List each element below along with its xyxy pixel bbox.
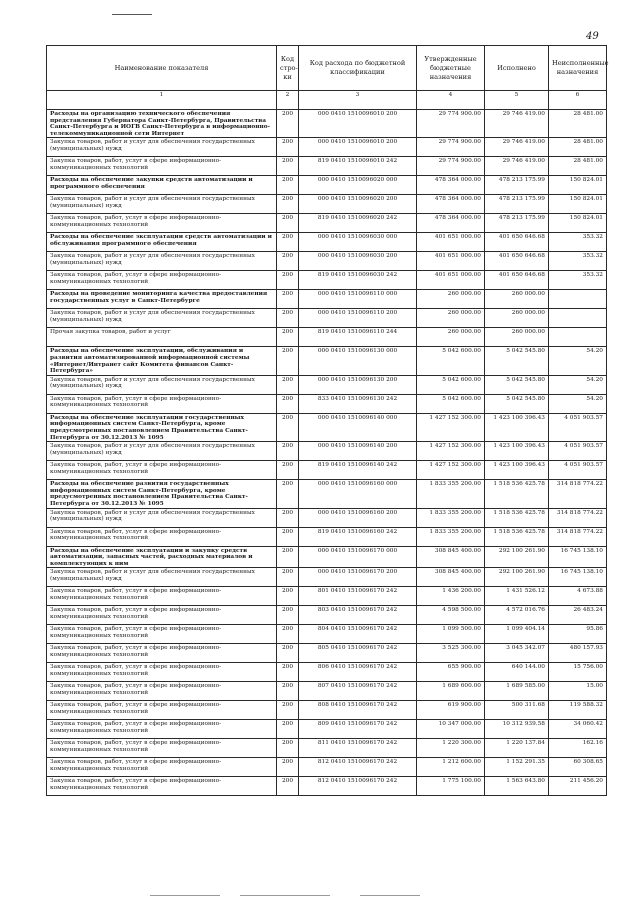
row-approved: 1 220 300.00 <box>417 739 485 758</box>
table-row <box>47 233 607 252</box>
row-name: Закупка товаров, работ и услуг для обеспечения государственных (муниципальных) нужд <box>47 138 277 157</box>
row-executed: 401 650 646.68 <box>485 252 549 271</box>
row-name: Расходы на обеспечение эксплуатации государственных информационных систем Санкт-Петербурга, кроме предусмотренных постановлением Правительства Санкт-Петербурга от 30.12.2013 № 1095 <box>47 413 277 441</box>
row-unexecuted: 4 051 903.57 <box>549 413 607 441</box>
row-line-code: 200 <box>277 546 299 568</box>
table-row <box>47 527 607 546</box>
row-budget-code: 000 0410 1510096160 200 <box>299 508 417 527</box>
row-name: Закупка товаров, работ, услуг в сфере информационно-коммуникационных технологий <box>47 214 277 233</box>
scan-artifact <box>240 895 330 896</box>
table-row <box>47 587 607 606</box>
row-budget-code: 807 0410 1510096170 242 <box>299 682 417 701</box>
row-executed: 5 042 545.80 <box>485 347 549 375</box>
row-line-code: 200 <box>277 739 299 758</box>
table-row <box>47 214 607 233</box>
row-unexecuted: 480 157.93 <box>549 644 607 663</box>
row-line-code: 200 <box>277 195 299 214</box>
row-unexecuted: 314 818 774.22 <box>549 527 607 546</box>
table-row <box>47 347 607 375</box>
row-approved: 5 042 600.00 <box>417 375 485 394</box>
row-approved: 1 212 600.00 <box>417 758 485 777</box>
row-budget-code: 000 0410 1510096030 000 <box>299 233 417 252</box>
row-budget-code: 803 0410 1510096170 242 <box>299 606 417 625</box>
row-unexecuted: 150 824.01 <box>549 214 607 233</box>
row-approved: 29 774 900.00 <box>417 110 485 138</box>
budget-execution-table <box>46 45 607 796</box>
row-line-code: 200 <box>277 568 299 587</box>
row-approved: 478 364 000.00 <box>417 195 485 214</box>
row-approved: 401 651 000.00 <box>417 252 485 271</box>
row-unexecuted <box>549 309 607 328</box>
row-executed: 29 746 419.00 <box>485 110 549 138</box>
row-approved: 1 833 355 200.00 <box>417 527 485 546</box>
table-row <box>47 663 607 682</box>
row-name: Закупка товаров, работ и услуг для обеспечения государственных (муниципальных) нужд <box>47 309 277 328</box>
row-budget-code: 000 0410 1510096020 000 <box>299 176 417 195</box>
row-line-code: 200 <box>277 701 299 720</box>
row-line-code: 200 <box>277 777 299 796</box>
row-unexecuted: 150 824.01 <box>549 195 607 214</box>
row-name: Закупка товаров, работ, услуг в сфере информационно-коммуникационных технологий <box>47 394 277 413</box>
row-line-code: 200 <box>277 271 299 290</box>
header-code: Код стро- ки <box>277 46 299 91</box>
row-name: Закупка товаров, работ и услуг для обеспечения государственных (муниципальных) нужд <box>47 195 277 214</box>
row-budget-code: 000 0410 1510096140 200 <box>299 442 417 461</box>
row-executed: 478 213 175.99 <box>485 195 549 214</box>
row-budget-code: 000 0410 1510096030 200 <box>299 252 417 271</box>
row-approved: 29 774 900.00 <box>417 138 485 157</box>
row-unexecuted: 314 818 774.22 <box>549 508 607 527</box>
row-unexecuted: 54.20 <box>549 394 607 413</box>
row-approved: 5 042 600.00 <box>417 394 485 413</box>
row-approved: 4 598 500.00 <box>417 606 485 625</box>
row-name: Закупка товаров, работ, услуг в сфере информационно-коммуникационных технологий <box>47 682 277 701</box>
row-name: Закупка товаров, работ, услуг в сфере информационно-коммуникационных технологий <box>47 461 277 480</box>
row-executed: 478 213 175.99 <box>485 176 549 195</box>
row-line-code: 200 <box>277 682 299 701</box>
row-budget-code: 811 0410 1510096170 242 <box>299 739 417 758</box>
row-unexecuted: 28 481.00 <box>549 138 607 157</box>
row-line-code: 200 <box>277 110 299 138</box>
row-name: Расходы на проведение мониторинга качества предоставления государственных услуг в Санкт-Петербурге <box>47 290 277 309</box>
row-unexecuted: 119 588.32 <box>549 701 607 720</box>
row-approved: 260 000.00 <box>417 309 485 328</box>
table-row <box>47 758 607 777</box>
row-line-code: 200 <box>277 138 299 157</box>
row-unexecuted <box>549 290 607 309</box>
row-approved: 1 689 600.00 <box>417 682 485 701</box>
row-unexecuted: 16 745 138.10 <box>549 546 607 568</box>
row-approved: 1 833 355 200.00 <box>417 508 485 527</box>
table-row <box>47 290 607 309</box>
row-executed: 1 423 100 396.43 <box>485 442 549 461</box>
row-unexecuted: 162.16 <box>549 739 607 758</box>
header-budget-code: Код расхода по бюджетной классификации <box>299 46 417 91</box>
row-budget-code: 819 0410 1510096140 242 <box>299 461 417 480</box>
row-executed: 5 042 545.80 <box>485 375 549 394</box>
row-approved: 1 427 152 300.00 <box>417 413 485 441</box>
row-budget-code: 819 0410 1510096020 242 <box>299 214 417 233</box>
row-name: Закупка товаров, работ, услуг в сфере информационно-коммуникационных технологий <box>47 527 277 546</box>
row-executed: 29 746 419.00 <box>485 157 549 176</box>
row-budget-code: 819 0410 1510096160 242 <box>299 527 417 546</box>
row-budget-code: 819 0410 1510096110 244 <box>299 328 417 347</box>
row-name: Расходы на обеспечение эксплуатации, обслуживания и развития автоматизированной информационной системы «Интернет/Интранет сайт Комитета финансов Санкт-Петербурга» <box>47 347 277 375</box>
table-row <box>47 157 607 176</box>
row-approved: 29 774 900.00 <box>417 157 485 176</box>
row-executed: 401 650 646.68 <box>485 271 549 290</box>
table-row <box>47 309 607 328</box>
row-approved: 401 651 000.00 <box>417 271 485 290</box>
row-name: Закупка товаров, работ, услуг в сфере информационно-коммуникационных технологий <box>47 271 277 290</box>
row-unexecuted: 28 481.00 <box>549 110 607 138</box>
row-approved: 260 000.00 <box>417 328 485 347</box>
row-line-code: 200 <box>277 587 299 606</box>
row-executed: 292 100 261.90 <box>485 546 549 568</box>
row-executed: 1 563 643.80 <box>485 777 549 796</box>
row-executed: 292 100 261.90 <box>485 568 549 587</box>
row-budget-code: 000 0410 1510096130 200 <box>299 375 417 394</box>
table-row <box>47 375 607 394</box>
row-line-code: 200 <box>277 290 299 309</box>
row-unexecuted: 353.32 <box>549 252 607 271</box>
row-name: Закупка товаров, работ, услуг в сфере информационно-коммуникационных технологий <box>47 587 277 606</box>
row-name: Расходы на обеспечение развития государственных информационных систем Санкт-Петербурга, кроме предусмотренных постановлением Правительства Санкт-Петербурга от 30.12.2013 № 1095 <box>47 480 277 508</box>
row-approved: 1 427 152 300.00 <box>417 442 485 461</box>
row-approved: 655 900.00 <box>417 663 485 682</box>
row-line-code: 200 <box>277 394 299 413</box>
row-line-code: 200 <box>277 328 299 347</box>
row-unexecuted <box>549 328 607 347</box>
row-approved: 1 427 152 300.00 <box>417 461 485 480</box>
row-approved: 1 099 500.00 <box>417 625 485 644</box>
row-line-code: 200 <box>277 347 299 375</box>
table-row <box>47 568 607 587</box>
row-executed: 260 000.00 <box>485 328 549 347</box>
header-executed: Исполнено <box>485 46 549 91</box>
row-executed: 10 312 939.58 <box>485 720 549 739</box>
row-approved: 401 651 000.00 <box>417 233 485 252</box>
table-body <box>47 110 607 796</box>
row-name: Закупка товаров, работ и услуг для обеспечения государственных (муниципальных) нужд <box>47 508 277 527</box>
table-row <box>47 176 607 195</box>
row-budget-code: 819 0410 1510096010 242 <box>299 157 417 176</box>
header-row <box>47 46 607 91</box>
row-executed: 1 518 536 425.78 <box>485 508 549 527</box>
table-row <box>47 442 607 461</box>
row-executed: 260 000.00 <box>485 309 549 328</box>
row-unexecuted: 15.00 <box>549 682 607 701</box>
row-budget-code: 801 0410 1510096170 242 <box>299 587 417 606</box>
row-approved: 260 000.00 <box>417 290 485 309</box>
table-row <box>47 739 607 758</box>
row-line-code: 200 <box>277 663 299 682</box>
row-executed: 1 431 526.12 <box>485 587 549 606</box>
row-line-code: 200 <box>277 413 299 441</box>
row-executed: 5 042 545.80 <box>485 394 549 413</box>
row-unexecuted: 353.32 <box>549 271 607 290</box>
row-approved: 10 347 000.00 <box>417 720 485 739</box>
row-budget-code: 000 0410 1510096170 200 <box>299 568 417 587</box>
row-line-code: 200 <box>277 252 299 271</box>
row-executed: 1 423 100 396.43 <box>485 461 549 480</box>
header-unexecuted: Неисполненные назначения <box>549 46 607 91</box>
row-budget-code: 805 0410 1510096170 242 <box>299 644 417 663</box>
row-budget-code: 000 0410 1510096010 200 <box>299 110 417 138</box>
row-line-code: 200 <box>277 758 299 777</box>
column-number-row <box>47 91 607 110</box>
row-line-code: 200 <box>277 157 299 176</box>
row-approved: 5 042 600.00 <box>417 347 485 375</box>
row-approved: 308 845 400.00 <box>417 568 485 587</box>
row-name: Закупка товаров, работ и услуг для обеспечения государственных (муниципальных) нужд <box>47 442 277 461</box>
row-unexecuted: 15 756.00 <box>549 663 607 682</box>
row-approved: 3 525 300.00 <box>417 644 485 663</box>
column-number: 3 <box>299 91 417 110</box>
row-executed: 1 518 536 425.78 <box>485 480 549 508</box>
table-row <box>47 138 607 157</box>
row-budget-code: 000 0410 1510096020 200 <box>299 195 417 214</box>
row-executed: 1 689 585.00 <box>485 682 549 701</box>
table-row <box>47 394 607 413</box>
row-unexecuted: 26 483.24 <box>549 606 607 625</box>
table-row <box>47 720 607 739</box>
row-name: Закупка товаров, работ, услуг в сфере информационно-коммуникационных технологий <box>47 758 277 777</box>
table-row <box>47 328 607 347</box>
row-name: Закупка товаров, работ, услуг в сфере информационно-коммуникационных технологий <box>47 625 277 644</box>
row-budget-code: 833 0410 1510096130 242 <box>299 394 417 413</box>
row-unexecuted: 54.20 <box>549 375 607 394</box>
row-line-code: 200 <box>277 720 299 739</box>
row-budget-code: 000 0410 1510096010 200 <box>299 138 417 157</box>
row-executed: 260 000.00 <box>485 290 549 309</box>
row-line-code: 200 <box>277 176 299 195</box>
row-name: Расходы на обеспечение эксплуатации средств автоматизации и обслуживания программного обеспечения <box>47 233 277 252</box>
column-number: 2 <box>277 91 299 110</box>
row-line-code: 200 <box>277 375 299 394</box>
column-number: 5 <box>485 91 549 110</box>
row-name: Прочая закупка товаров, работ и услуг <box>47 328 277 347</box>
row-budget-code: 804 0410 1510096170 242 <box>299 625 417 644</box>
column-number: 4 <box>417 91 485 110</box>
row-name: Расходы на обеспечение закупки средств автоматизации и программного обеспечения <box>47 176 277 195</box>
row-executed: 29 746 419.00 <box>485 138 549 157</box>
row-executed: 640 144.00 <box>485 663 549 682</box>
row-line-code: 200 <box>277 625 299 644</box>
row-unexecuted: 314 818 774.22 <box>549 480 607 508</box>
row-unexecuted: 211 456.20 <box>549 777 607 796</box>
row-budget-code: 806 0410 1510096170 242 <box>299 663 417 682</box>
row-name: Расходы на организацию технического обеспечения представления Губернатора Санкт-Петербурга, Правительства Санкт-Петербурга и ИОГВ Санкт-Петербурга в информационно-телекоммуникационной сети Интернет <box>47 110 277 138</box>
row-unexecuted: 60 308.65 <box>549 758 607 777</box>
row-executed: 500 311.68 <box>485 701 549 720</box>
row-executed: 1 518 536 425.78 <box>485 527 549 546</box>
row-name: Закупка товаров, работ, услуг в сфере информационно-коммуникационных технологий <box>47 644 277 663</box>
row-budget-code: 000 0410 1510096110 000 <box>299 290 417 309</box>
row-unexecuted: 4 051 903.57 <box>549 442 607 461</box>
row-name: Закупка товаров, работ, услуг в сфере информационно-коммуникационных технологий <box>47 701 277 720</box>
row-line-code: 200 <box>277 461 299 480</box>
row-name: Закупка товаров, работ и услуг для обеспечения государственных (муниципальных) нужд <box>47 252 277 271</box>
table-row <box>47 625 607 644</box>
row-name: Закупка товаров, работ и услуг для обеспечения государственных (муниципальных) нужд <box>47 568 277 587</box>
table-row <box>47 508 607 527</box>
row-unexecuted: 353.32 <box>549 233 607 252</box>
row-unexecuted: 54.20 <box>549 347 607 375</box>
row-line-code: 200 <box>277 442 299 461</box>
scan-artifact <box>360 895 420 896</box>
row-executed: 1 099 404.14 <box>485 625 549 644</box>
table-row <box>47 644 607 663</box>
row-name: Закупка товаров, работ и услуг для обеспечения государственных (муниципальных) нужд <box>47 375 277 394</box>
row-executed: 401 650 646.68 <box>485 233 549 252</box>
row-approved: 478 364 000.00 <box>417 176 485 195</box>
row-approved: 1 775 100.00 <box>417 777 485 796</box>
table-row <box>47 701 607 720</box>
row-name: Закупка товаров, работ, услуг в сфере информационно-коммуникационных технологий <box>47 720 277 739</box>
row-budget-code: 819 0410 1510096030 242 <box>299 271 417 290</box>
row-budget-code: 809 0410 1510096170 242 <box>299 720 417 739</box>
table-row <box>47 461 607 480</box>
row-unexecuted: 4 673.88 <box>549 587 607 606</box>
row-name: Закупка товаров, работ, услуг в сфере информационно-коммуникационных технологий <box>47 739 277 758</box>
table-row <box>47 606 607 625</box>
row-budget-code: 000 0410 1510096160 000 <box>299 480 417 508</box>
row-executed: 4 572 016.76 <box>485 606 549 625</box>
row-name: Закупка товаров, работ, услуг в сфере информационно-коммуникационных технологий <box>47 663 277 682</box>
top-rule <box>112 14 152 15</box>
row-line-code: 200 <box>277 606 299 625</box>
row-line-code: 200 <box>277 214 299 233</box>
row-line-code: 200 <box>277 527 299 546</box>
column-number: 6 <box>549 91 607 110</box>
table-row <box>47 480 607 508</box>
scan-artifact <box>150 895 220 896</box>
table-row <box>47 777 607 796</box>
row-unexecuted: 16 745 138.10 <box>549 568 607 587</box>
table-row <box>47 413 607 441</box>
row-executed: 1 220 137.84 <box>485 739 549 758</box>
row-budget-code: 000 0410 1510096110 200 <box>299 309 417 328</box>
table-row <box>47 546 607 568</box>
header-approved: Утвержденные бюджетные назначения <box>417 46 485 91</box>
header-name: Наименование показателя <box>47 46 277 91</box>
row-approved: 478 364 000.00 <box>417 214 485 233</box>
row-executed: 1 423 100 396.43 <box>485 413 549 441</box>
row-unexecuted: 150 824.01 <box>549 176 607 195</box>
row-executed: 478 213 175.99 <box>485 214 549 233</box>
row-line-code: 200 <box>277 309 299 328</box>
row-unexecuted: 28 481.00 <box>549 157 607 176</box>
page-number: 49 <box>586 31 599 42</box>
row-approved: 619 900.00 <box>417 701 485 720</box>
row-approved: 1 436 200.00 <box>417 587 485 606</box>
row-approved: 308 845 400.00 <box>417 546 485 568</box>
row-budget-code: 000 0410 1510096130 000 <box>299 347 417 375</box>
row-name: Закупка товаров, работ, услуг в сфере информационно-коммуникационных технологий <box>47 606 277 625</box>
row-executed: 1 152 291.35 <box>485 758 549 777</box>
row-budget-code: 812 0410 1510096170 242 <box>299 777 417 796</box>
row-approved: 1 833 355 200.00 <box>417 480 485 508</box>
row-unexecuted: 34 060.42 <box>549 720 607 739</box>
table-row <box>47 682 607 701</box>
row-line-code: 200 <box>277 480 299 508</box>
table-row <box>47 110 607 138</box>
row-line-code: 200 <box>277 644 299 663</box>
table-row <box>47 195 607 214</box>
row-name: Закупка товаров, работ, услуг в сфере информационно-коммуникационных технологий <box>47 777 277 796</box>
row-budget-code: 808 0410 1510096170 242 <box>299 701 417 720</box>
table-row <box>47 252 607 271</box>
row-unexecuted: 95.86 <box>549 625 607 644</box>
row-executed: 3 045 342.07 <box>485 644 549 663</box>
row-budget-code: 812 0410 1510096170 242 <box>299 758 417 777</box>
row-unexecuted: 4 051 903.57 <box>549 461 607 480</box>
table-row <box>47 271 607 290</box>
row-budget-code: 000 0410 1510096140 000 <box>299 413 417 441</box>
row-budget-code: 000 0410 1510096170 000 <box>299 546 417 568</box>
row-name: Закупка товаров, работ, услуг в сфере информационно-коммуникационных технологий <box>47 157 277 176</box>
row-name: Расходы на обеспечение эксплуатации и закупку средств автоматизации, запасных частей, расходных материалов и комплектующих к ним <box>47 546 277 568</box>
row-line-code: 200 <box>277 508 299 527</box>
row-line-code: 200 <box>277 233 299 252</box>
column-number: 1 <box>47 91 277 110</box>
